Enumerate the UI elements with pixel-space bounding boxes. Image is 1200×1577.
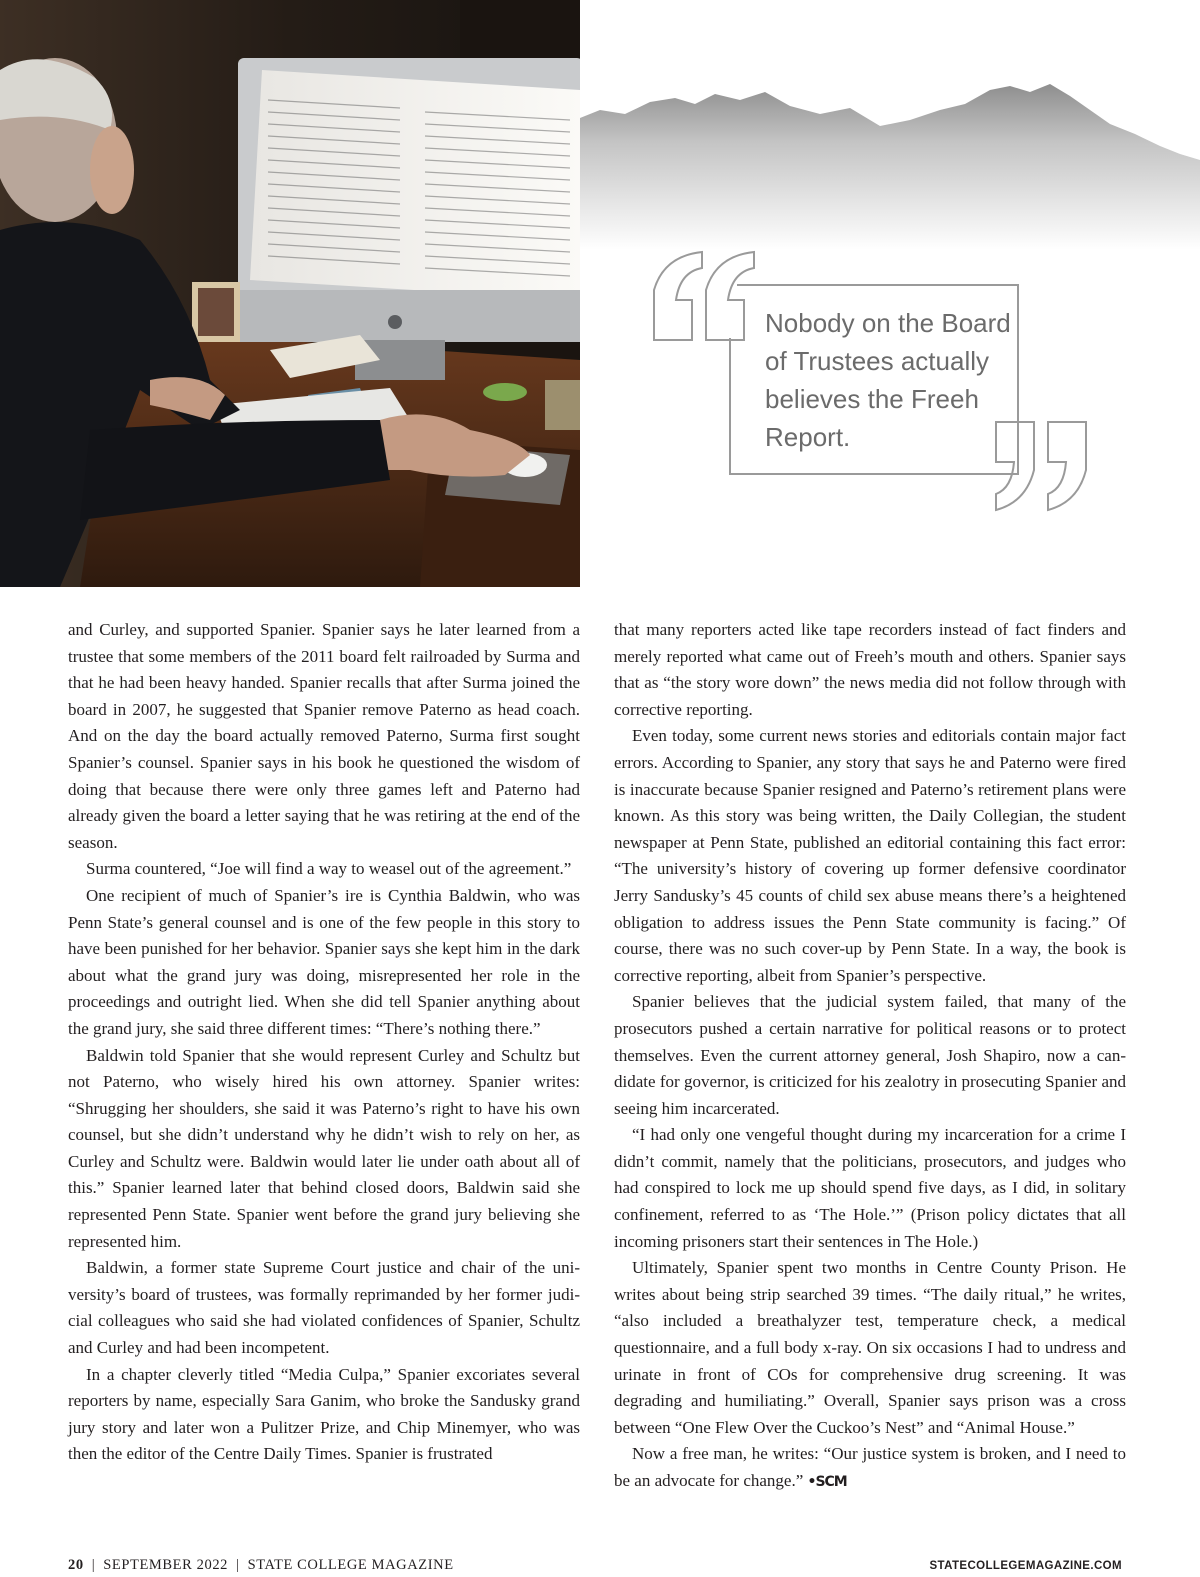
paragraph: and Curley, and supported Spanier. Spanier says he later learned from a trustee that some members of the 2011 board felt railroaded by Surma and that he had been heavy handed. Spanier recalls that after Surma joined the board in 2007, he suggested that Spanier remove Paterno as head coach. And on the day the board actually removed Paterno, Surma first sought Spanier’s counsel. Spanier says in his book he questioned the wisdom of doing that because there were only three games left and Paterno had already given the board a letter saying that he was retiring at the end of the season. (68, 620, 580, 852)
paragraph: Spanier believes that the judicial system failed, that many of the prosecutors pushed a certain narrative for political reasons or to protect themselves. Even the current attorney general, Josh Shapiro, now a candidate for governor, is criticized for his zealotry in prosecuting Spanier and seeing him incarcerated. (614, 992, 1126, 1118)
pull-quote-text: Nobody on the Board of Trustees actually believes the Freeh Report. (765, 308, 1011, 452)
page-number: 20 (68, 1557, 84, 1573)
article-photo (0, 0, 580, 587)
paragraph: In a chapter cleverly titled “Media Culpa,” Spanier excoriates several reporters by name, especially Sara Ganim, who broke the Sandusky grand jury story and later won a Pulitzer Prize, and Chip Minemyer, who was then the editor of the Centre Daily Times. Spanier is frustrated (68, 1364, 580, 1464)
open-quote-icon (654, 252, 754, 340)
paragraph: One recipient of much of Spanier’s ire is Cynthia Baldwin, who was Penn State’s general counsel and is one of the few people in this story to have been punished for her behavior. Spanier says she kept him in the dark about what the grand jury was doing, misrepresented her role in the proceedings and outright lied. When she did tell Spanier anything about the grand jury, she said three different times: “There’s nothing there.” (68, 885, 580, 1038)
end-mark: •SCM (807, 1474, 847, 1490)
issue-date: SEPTEMBER 2022 (103, 1557, 229, 1573)
mountain-silhouette (580, 80, 1200, 250)
paragraph: Ultimately, Spanier spent two months in Centre County Prison. He writes about being strip searched 39 times. “The daily ritual,” he writes, “also included a breathalyzer test, temperature check, a medical questionnaire, and a full body x-ray. On six occasions I had to undress and urinate in front of COs for comprehensive drug screening. It was degrading and humiliating.” Overall, Spanier says prison was a cross between “One Flew Over the Cuckoo’s Nest” and “Animal House.” (614, 1258, 1126, 1437)
paragraph-last (614, 1441, 1126, 1495)
footer-separator: | (236, 1557, 240, 1573)
footer-separator: | (91, 1557, 96, 1573)
article-column-left (68, 617, 580, 1468)
paragraph: Even today, some current news stories and editorials contain major fact errors. According to Spanier, any story that says he and Paterno were fired is inaccurate because Spanier resigned and Paterno’s retirement plans were known. As this story was being written, the Daily Collegian, the student newspaper at Penn State, published an editorial containing this fact error: “The university’s history of covering up former defensive coordinator Jerry Sandusky’s 45 counts of child sex abuse means there’s a heightened obligation to address issues the Penn State community is facing.” Of course, there was no such cover-up by Penn State. In a way, the book is corrective reporting, albeit from Spanier’s perspective. (614, 726, 1126, 985)
paragraph: “I had only one vengeful thought during my incarceration for a crime I didn’t commit, namely that the politicians, prosecutors, and judges who had conspired to lock me up should spend five days, as I did, in solitary confinement, referred to as ‘The Hole.’” (Prison policy dictates that all incoming prisoners start their sentences in The Hole.) (614, 1125, 1126, 1251)
pull-quote (640, 240, 1110, 520)
paragraph-last-text: Now a free man, he writes: “Our justice system is broken, and I need to be an advocate for change.” (614, 1444, 1126, 1490)
paragraph: Baldwin, a former state Supreme Court justice and chair of the university’s board of trustees, was formally reprimanded by her former judicial colleagues who said she had violated confidences of Spanier, Schultz and Curley and had been incompetent. (68, 1258, 580, 1358)
paragraph: that many reporters acted like tape recorders instead of fact finders and merely reported what came out of Freeh’s mouth and others. Spanier says that as “the story wore down” the news media did not follow through with corrective reporting. (614, 620, 1126, 719)
footer-website: STATECOLLEGEMAGAZINE.COM (929, 1560, 1122, 1572)
article-column-right (614, 617, 1126, 1496)
footer-folio (68, 1557, 454, 1574)
paragraph: Surma countered, “Joe will find a way to weasel out of the agreement.” (86, 859, 572, 879)
paragraph: Baldwin told Spanier that she would represent Curley and Schultz but not Paterno, who wisely hired his own attorney. Spanier writes: “Shrugging her shoulders, she said it was Paterno’s right to have his own counsel, but she didn’t understand why he didn’t wish to rely on her, as Curley and Schultz were. Baldwin would later lie under oath about all of this.” Spanier learned later that behind closed doors, Baldwin said she represented Penn State. Spanier went before the grand jury believing she represented him. (68, 1045, 580, 1251)
publication-name: STATE COLLEGE MAGAZINE (247, 1557, 454, 1573)
